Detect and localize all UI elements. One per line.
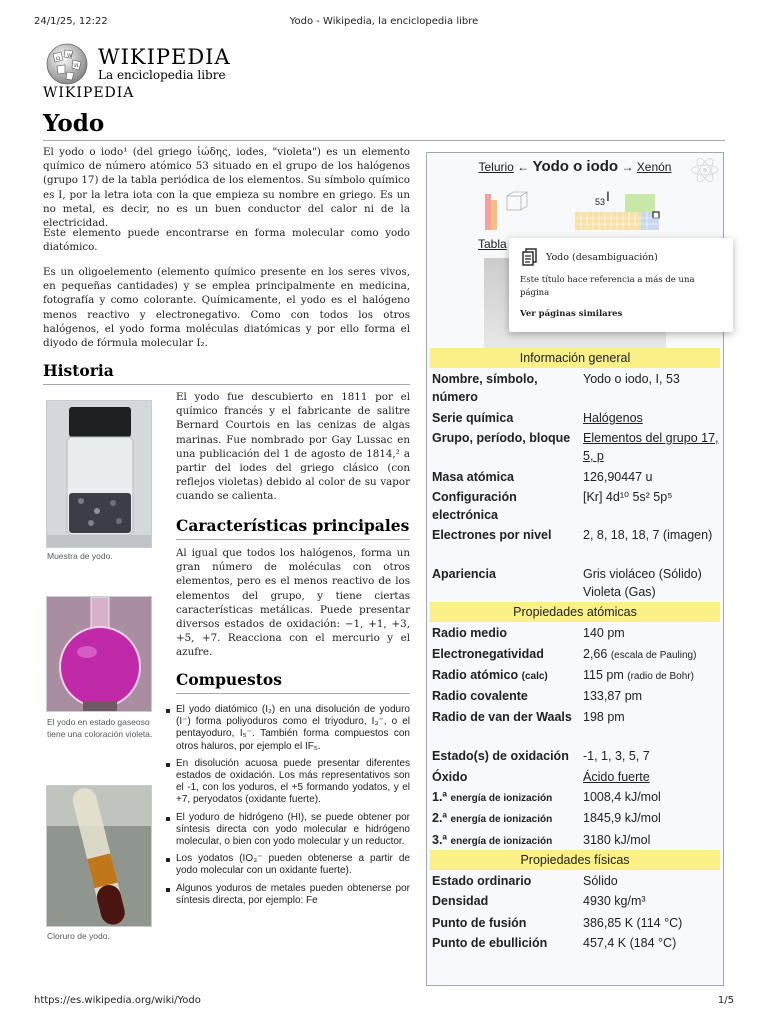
page-title: Yodo <box>43 110 105 137</box>
band-propiedades-fisicas: Propiedades físicas <box>430 850 720 870</box>
iodine-jar-image <box>47 401 152 548</box>
section-heading-historia: Historia <box>43 361 114 380</box>
svg-text:Ω: Ω <box>56 56 61 62</box>
infobox-element-name: Yodo o iodo <box>532 158 619 175</box>
infobox-row: Radio de van der Waals 198 pm <box>432 710 625 724</box>
caption-muestra-de-yodo: Muestra de yodo. <box>47 551 113 561</box>
test-tube-image <box>47 786 152 927</box>
infobox-row: Apariencia Gris violáceo (Sólido) Violeta (Gas) <box>432 567 702 599</box>
section-divider <box>43 384 410 385</box>
image-cloruro-de-yodo[interactable] <box>46 785 152 927</box>
svg-text:И: И <box>74 63 79 69</box>
caption-yodo-gaseoso: El yodo en estado gaseoso tiene una coloración violeta. <box>47 717 153 739</box>
right-arrow: → <box>621 160 634 174</box>
list-item: En disolución acuosa puede presentar diferentes estados de oxidación. Los más representativos son el -1, con los yoduros, el +5 formando yodatos, y el +7, peryodatos (oxidante fuerte). <box>176 757 410 806</box>
section-divider <box>176 539 410 540</box>
intro-paragraph-1: El yodo o iodo¹ (del griego ἰώδης, iodes, "violeta") es un elemento químico de número atómico 53 situado en el grupo de los halógenos (grupo 17) de la tabla periódica de los elementos. Su símbolo químico es I, por la letra iota con la que empieza su nombre en griego. Es un no metal, es decir, no es un buen conductor del calor ni de la electricidad. <box>43 146 410 230</box>
list-item: Algunos yoduros de metales pueden obtenerse por síntesis directa, por ejemplo: Fe <box>176 882 410 906</box>
popup-text: Este título hace referencia a más de una página <box>520 275 695 298</box>
image-yodo-gaseoso[interactable] <box>46 596 152 712</box>
infobox-row: Nombre, símbolo, número Yodo o iodo, I, 53 <box>432 372 680 404</box>
infobox-row: Grupo, período, bloque Elementos del grupo 17, 5, p <box>432 431 719 463</box>
print-page-number: 1/5 <box>717 995 734 1006</box>
title-divider <box>43 140 725 141</box>
disambiguation-pages-icon <box>521 248 539 266</box>
element-symbol-label: I <box>606 188 610 204</box>
wikipedia-globe-icon <box>43 42 93 86</box>
band-propiedades-atomicas: Propiedades atómicas <box>430 602 720 622</box>
list-item: El yoduro de hidrógeno (HI), se puede obtener por síntesis directa con yodo molecular e hidrógeno molecular, o bien con yodo molecular y un reductor. <box>176 811 410 848</box>
wikipedia-tagline: La enciclopedia libre <box>98 68 226 82</box>
popup-title[interactable]: Yodo (desambiguación) <box>546 252 658 263</box>
print-url: https://es.wikipedia.org/wiki/Yodo <box>34 995 201 1006</box>
infobox-row: Configuración electrónica [Kr] 4d¹⁰ 5s² 5p⁵ <box>432 490 673 522</box>
violet-flask-image <box>47 597 152 712</box>
infobox-header <box>426 158 724 175</box>
image-muestra-de-yodo[interactable] <box>46 400 152 548</box>
next-element-link[interactable]: Xenón <box>636 160 672 174</box>
halogenos-link[interactable]: Halógenos <box>583 411 643 425</box>
popup-similar-pages-link[interactable]: Ver páginas similares <box>520 309 623 319</box>
section-divider <box>176 693 410 694</box>
print-datetime: 24/1/25, 12:22 <box>34 16 108 27</box>
intro-paragraph-2: Este elemento puede encontrarse en forma molecular como yodo diatómico. <box>43 227 410 254</box>
wikipedia-logo[interactable] <box>43 42 243 102</box>
periodic-table-thumbnail[interactable] <box>485 188 665 236</box>
caracteristicas-paragraph: Al igual que todos los halógenos, forma un gran número de moléculas con otros elementos, pero es el menos reactivo de los elementos del grupo, y tiene ciertas características metálicas. Puede presentar diversos estados de oxidación: −1, +1, +3, +5, +7. Reacciona con el mercurio y el azufre. <box>176 547 410 659</box>
acido-fuerte-link[interactable]: Ácido fuerte <box>583 770 650 784</box>
wikipedia-wordmark-small: WIKIPEDIA <box>43 85 135 101</box>
grupo-link[interactable]: Elementos del grupo 17, 5, p <box>583 431 719 463</box>
section-heading-compuestos: Compuestos <box>176 670 282 689</box>
compuestos-list <box>176 704 410 912</box>
left-arrow: ← <box>517 160 530 174</box>
wikipedia-wordmark: WIKIPEDIA <box>98 45 231 69</box>
section-heading-caracteristicas: Características principales <box>176 516 410 535</box>
historia-paragraph: El yodo fue descubierto en 1811 por el químico francés y el fabricante de salitre Bernard Courtois en las cenizas de algas marinas. Fue nombrado por Gay Lussac en una publicación del 1 de agosto de 1814,² a partir del iodes del griego clásico (con reflejos violetas) debido al color de su vapor cuando se calienta. <box>176 391 410 503</box>
list-item: El yodo diatómico (I₂) en una disolución de yoduro (I⁻) forma poliyoduros como el triyoduro, I₃⁻, o el pentayoduro, I₅⁻. También forma compuestos con otros haluros, por ejemplo el IF₅. <box>176 704 410 752</box>
print-document-title: Yodo - Wikipedia, la enciclopedia libre <box>289 16 479 27</box>
prev-element-link[interactable]: Telurio <box>478 160 514 174</box>
list-item: Los yodatos (IO₃⁻ pueden obtenerse a partir de yodo molecular con un oxidante fuerte). <box>176 853 410 877</box>
disambiguation-popup[interactable] <box>509 238 733 332</box>
svg-text:W: W <box>67 53 73 59</box>
tabla-link[interactable]: Tabla <box>478 237 507 251</box>
infobox-row: Electrones por nivel 2, 8, 18, 18, 7 (imagen) <box>432 528 713 542</box>
caption-cloruro-de-yodo: Cloruro de yodo. <box>47 931 110 941</box>
band-informacion-general: Información general <box>430 348 720 368</box>
atomic-number-label: 53 <box>595 197 606 207</box>
intro-paragraph-3: Es un oligoelemento (elemento químico presente en los seres vivos, en pequeñas cantidades) y se emplea principalmente en medicina, fotografía y como colorante. Químicamente, el yodo es el halógeno menos reactivo y electronegativo. Como con todos los otros halógenos, el yodo forma moléculas diatómicas y por ello forma el diyodo de fórmula molecular I₂. <box>43 266 410 350</box>
